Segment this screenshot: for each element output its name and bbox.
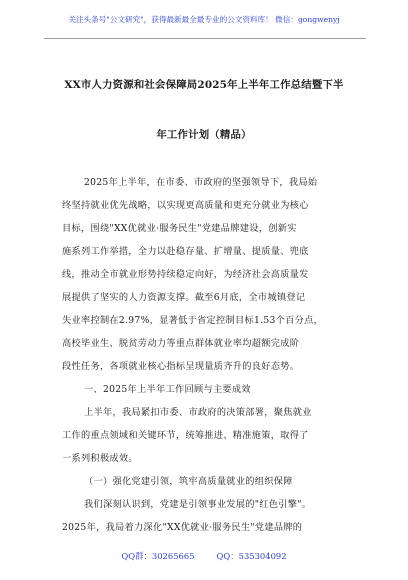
paragraph-1-line-4: 施系列工作举措，全力以赴稳存量、扩增量、提质量、兜底: [62, 246, 309, 257]
paragraph-1-line-2: 终坚持就业优先战略，以实现更高质量和更充分就业为核心: [62, 200, 309, 211]
paragraph-1-line-6: 展提供了坚实的人力资源支撑。截至6月底，全市城镇登记: [62, 292, 306, 303]
footer-contact: [0, 550, 408, 562]
paragraph-2-line-3: 一系列积极成效。: [62, 453, 138, 464]
paragraph-1-line-1: 2025年上半年，在市委、市政府的坚强领导下，我局始: [84, 177, 318, 188]
document-title-line-1: XX市人力资源和社会保障局2025年上半年工作总结暨下半: [64, 79, 344, 91]
paragraph-1-line-9: 段性任务，各项就业核心指标呈现量质齐升的良好态势。: [62, 361, 300, 372]
paragraph-1-line-7: 失业率控制在2.97%，显著低于省定控制目标1.53个百分点，: [62, 315, 324, 326]
footer-qq-group: QQ群：30265665: [121, 551, 195, 561]
paragraph-1-line-5: 线，推动全市就业形势持续稳定向好，为经济社会高质量发: [62, 269, 309, 280]
paragraph-3-line-1: 我们深刻认识到，党建是引领事业发展的"红色引擎"。: [84, 499, 312, 510]
document-title-line-2: 年工作计划（精品）: [156, 129, 252, 141]
header-banner: 关注头条号"公文研究"，获得最新最全最专业的公文资料库！ 微信：gongwenyj: [68, 15, 340, 24]
paragraph-2-line-1: 上半年，我局紧扣市委、市政府的决策部署，聚焦就业: [84, 407, 312, 418]
paragraph-3-line-2: 2025年，我局着力深化"XX优就业·服务民生"党建品牌的: [62, 522, 303, 533]
paragraph-2-line-2: 工作的重点领域和关键环节，统筹推进、精准施策，取得了: [62, 430, 309, 441]
footer-qq-number: QQ：535304092: [216, 551, 287, 561]
section-heading-1: 一、2025年上半年工作回顾与主要成效: [84, 384, 251, 395]
subsection-heading-1: （一）强化党建引领，筑牢高质量就业的组织保障: [84, 476, 293, 487]
paragraph-1-line-8: 高校毕业生、脱贫劳动力等重点群体就业率均超额完成阶: [62, 338, 300, 349]
paragraph-1-line-3: 目标，围绕"XX优就业·服务民生"党建品牌建设，创新实: [62, 223, 297, 234]
header-divider: [44, 38, 366, 39]
